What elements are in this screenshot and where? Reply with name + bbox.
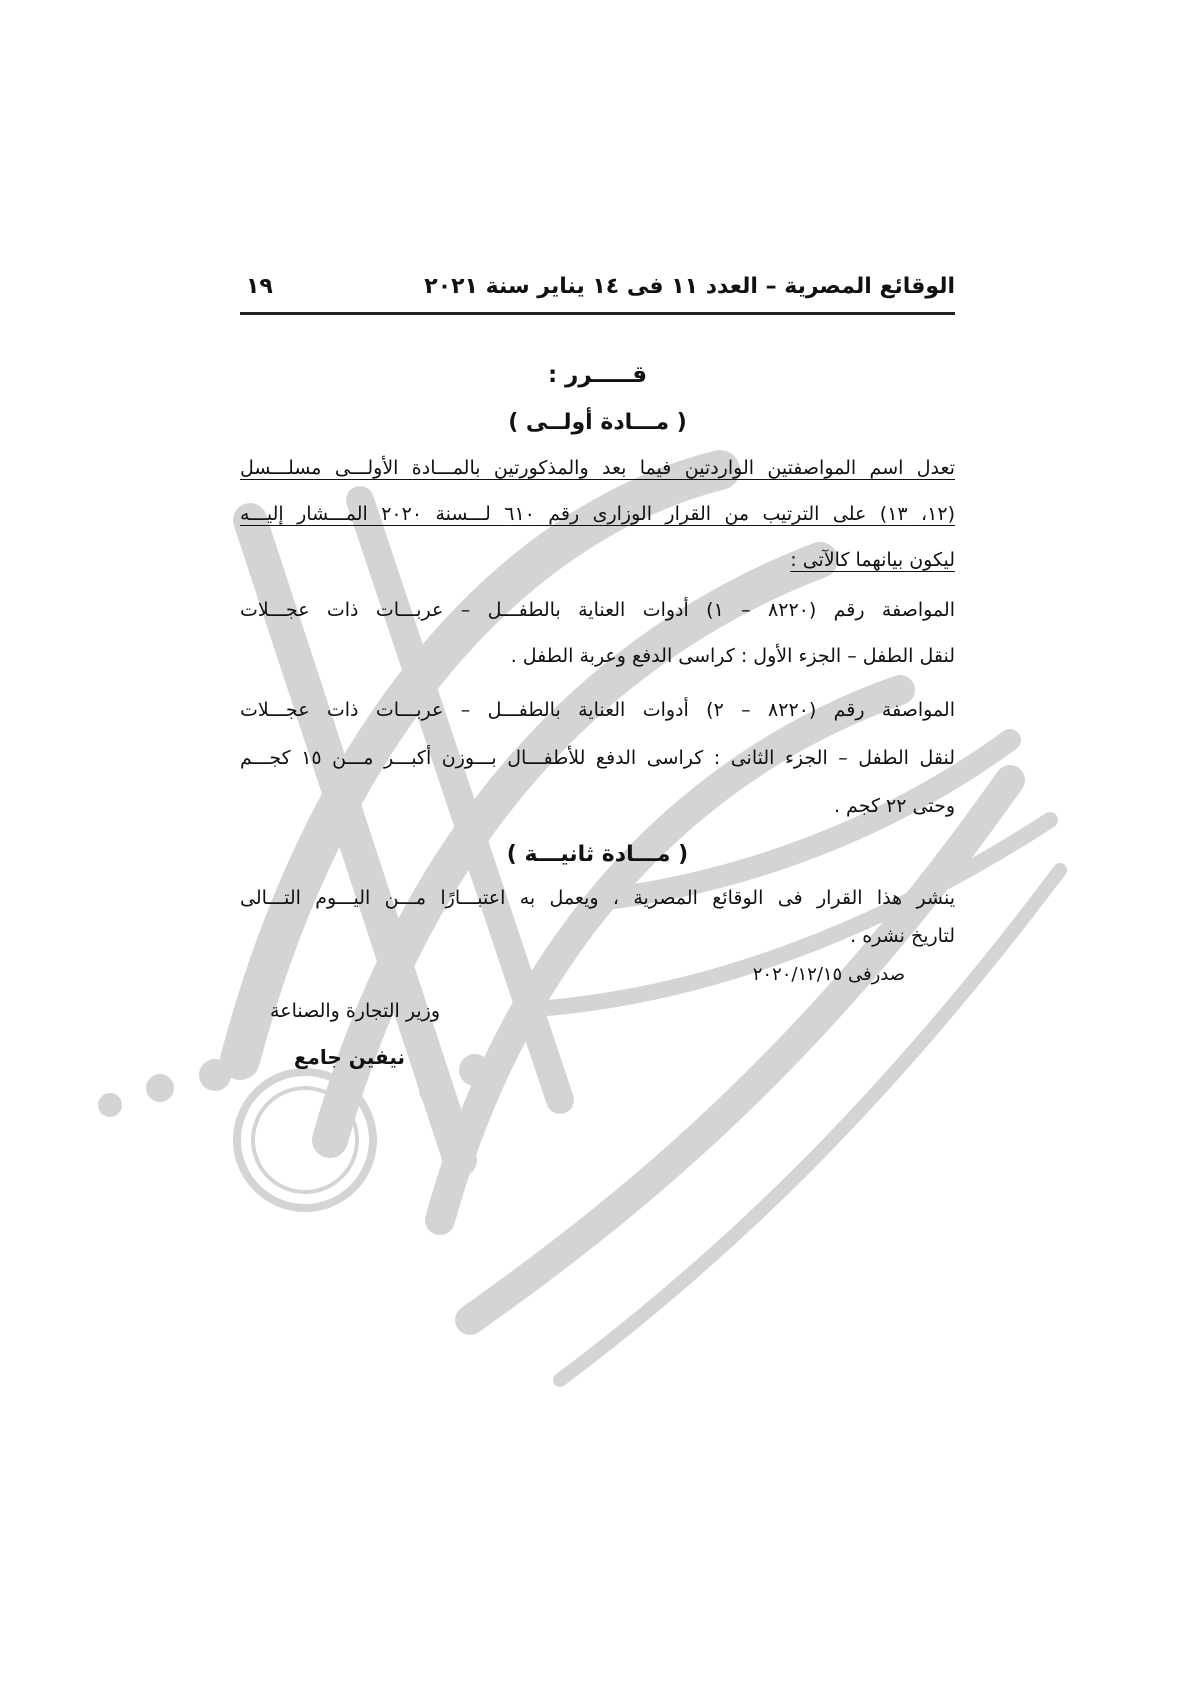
spec-2-line-3: وحتى ٢٢ كجم .: [833, 795, 955, 817]
spec-1-line-1: المواصفة رقم (٨٢٢٠ – ١) أدوات العناية بالطفـــل – عربـــات ذات عجـــلات: [240, 599, 955, 621]
running-header: [240, 272, 955, 315]
article-2-heading: ( مـــادة ثانيـــة ): [506, 842, 689, 867]
page-number: ١٩: [246, 274, 273, 299]
minister-name: نيفين جامع: [293, 1045, 405, 1069]
minister-title: وزير التجارة والصناعة: [270, 1000, 440, 1022]
article-1-line-3-text: ليكون بيانهما كالآتى :: [790, 549, 955, 571]
article-1-line-3: [240, 546, 955, 574]
decree-heading: قـــــرر :: [547, 362, 648, 388]
article-1-line-2: (١٢، ١٣) على الترتيب من القرار الوزارى رقم ٦١٠ لـــسنة ٢٠٢٠ المـــشار إليـــه: [240, 503, 956, 525]
article-1-heading: ( مـــادة أولــى ): [508, 410, 687, 435]
spec-1-line-2: لنقل الطفل – الجزء الأول : كراسى الدفع وعربة الطفل .: [510, 645, 955, 667]
article-2-line-1: ينشر هذا القرار فى الوقائع المصرية ، ويعمل به اعتبـــارًا مـــن اليـــوم التـــالى: [240, 887, 955, 909]
gazette-issue-title: الوقائع المصرية – العدد ١١ فى ١٤ يناير سنة ٢٠٢١: [424, 274, 955, 299]
spec-2-line-1: المواصفة رقم (٨٢٢٠ – ٢) أدوات العناية بالطفـــل – عربـــات ذات عجـــلات: [240, 699, 955, 721]
spec-2-line-2: لنقل الطفل – الجزء الثانى : كراسى الدفع للأطفـــال بـــوزن أكبـــر مـــن ١٥ كجـــم: [240, 747, 955, 769]
article-1-line-1: تعدل اسم المواصفتين الواردتين فيما بعد والمذكورتين بالمـــادة الأولـــى مسلـــسل: [240, 457, 955, 479]
article-2-line-2: لتاريخ نشره .: [850, 925, 955, 947]
issue-date: صدرفى ٢٠٢٠/١٢/١٥: [752, 964, 905, 985]
